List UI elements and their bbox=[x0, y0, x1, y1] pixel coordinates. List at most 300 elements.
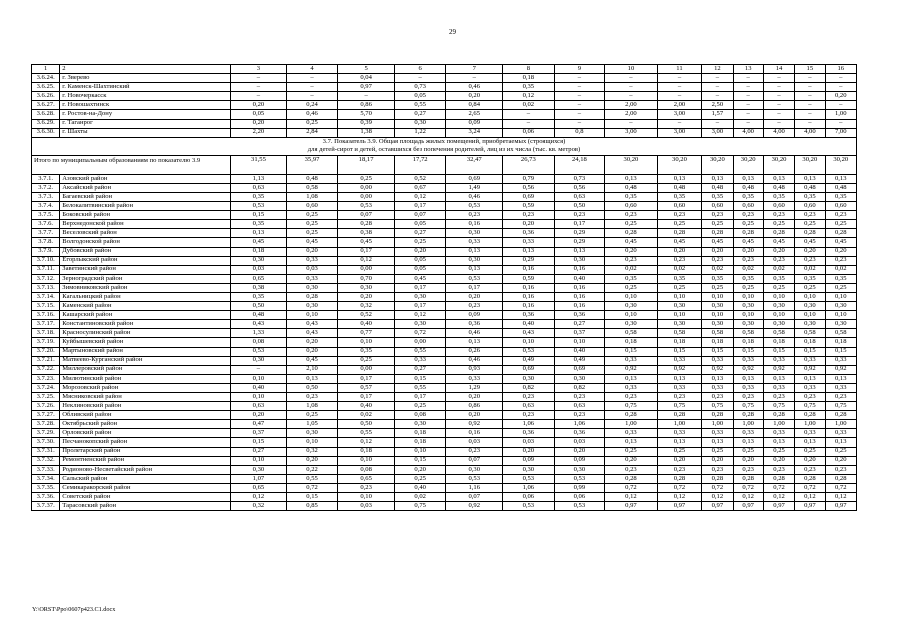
value-cell: 3,00 bbox=[657, 110, 701, 119]
value-cell: 0,45 bbox=[702, 238, 733, 247]
value-cell: 0,17 bbox=[394, 302, 446, 311]
value-cell: 0,05 bbox=[394, 220, 446, 229]
row-code: 3.7.29. bbox=[32, 429, 60, 438]
value-cell: 0,45 bbox=[338, 238, 395, 247]
value-cell: 0,69 bbox=[554, 365, 605, 374]
value-cell: – bbox=[554, 83, 605, 92]
value-cell: 0,25 bbox=[605, 447, 658, 456]
row-label: Заветинский район bbox=[60, 265, 231, 274]
value-cell: 0,69 bbox=[503, 192, 555, 201]
total-row bbox=[32, 155, 857, 174]
value-cell: 0,60 bbox=[763, 202, 794, 211]
value-cell: – bbox=[554, 119, 605, 128]
value-cell: 0,13 bbox=[795, 438, 825, 447]
value-cell: 0,75 bbox=[702, 402, 733, 411]
total-value: 31,55 bbox=[231, 155, 287, 174]
value-cell: 0,20 bbox=[231, 119, 287, 128]
value-cell: 0,73 bbox=[394, 83, 446, 92]
value-cell: 0,25 bbox=[657, 447, 701, 456]
page-number: 29 bbox=[449, 28, 456, 36]
value-cell: 0,35 bbox=[605, 192, 658, 201]
value-cell: 0,20 bbox=[733, 456, 763, 465]
value-cell: 1,49 bbox=[446, 183, 503, 192]
value-cell: 0,17 bbox=[446, 283, 503, 292]
total-value: 32,47 bbox=[446, 155, 503, 174]
value-cell: 0,38 bbox=[231, 283, 287, 292]
table-row bbox=[32, 128, 857, 137]
table-row bbox=[32, 74, 857, 83]
value-cell: 0,15 bbox=[795, 347, 825, 356]
table-row bbox=[32, 420, 857, 429]
value-cell: 0,79 bbox=[503, 174, 555, 183]
value-cell: 0,53 bbox=[446, 474, 503, 483]
value-cell: 0,33 bbox=[605, 383, 658, 392]
value-cell: – bbox=[286, 92, 338, 101]
value-cell: – bbox=[286, 83, 338, 92]
value-cell: 0,28 bbox=[702, 411, 733, 420]
value-cell: 0,48 bbox=[286, 174, 338, 183]
value-cell: 0,33 bbox=[795, 429, 825, 438]
value-cell: 0,12 bbox=[795, 493, 825, 502]
value-cell: 0,00 bbox=[394, 338, 446, 347]
value-cell: 0,28 bbox=[338, 220, 395, 229]
value-cell: 0,45 bbox=[286, 356, 338, 365]
value-cell: 0,97 bbox=[733, 502, 763, 511]
value-cell: 0,86 bbox=[338, 101, 395, 110]
value-cell: 2,00 bbox=[605, 101, 658, 110]
value-cell: 0,35 bbox=[795, 192, 825, 201]
table-row bbox=[32, 402, 857, 411]
value-cell: 0,36 bbox=[554, 429, 605, 438]
value-cell: 0,28 bbox=[825, 411, 856, 420]
value-cell: 0,75 bbox=[733, 402, 763, 411]
value-cell: 0,16 bbox=[554, 283, 605, 292]
value-cell: 0,30 bbox=[338, 283, 395, 292]
value-cell: 0,53 bbox=[503, 502, 555, 511]
value-cell: 0,02 bbox=[394, 493, 446, 502]
row-label: Морозовский район bbox=[60, 383, 231, 392]
row-label: г. Зверево bbox=[60, 74, 231, 83]
value-cell: 0,12 bbox=[825, 493, 856, 502]
row-code: 3.7.26. bbox=[32, 402, 60, 411]
value-cell: 0,20 bbox=[763, 456, 794, 465]
value-cell: 0,03 bbox=[554, 438, 605, 447]
value-cell: 0,33 bbox=[795, 356, 825, 365]
value-cell: 0,63 bbox=[503, 402, 555, 411]
table-row bbox=[32, 83, 857, 92]
value-cell: 1,05 bbox=[286, 420, 338, 429]
value-cell: 0,12 bbox=[657, 493, 701, 502]
value-cell: 0,30 bbox=[446, 229, 503, 238]
value-cell: 0,13 bbox=[286, 374, 338, 383]
value-cell: 0,33 bbox=[657, 383, 701, 392]
value-cell: 0,75 bbox=[657, 402, 701, 411]
row-code: 3.7.32. bbox=[32, 456, 60, 465]
value-cell: 2,84 bbox=[286, 128, 338, 137]
value-cell: 0,17 bbox=[338, 374, 395, 383]
value-cell: 0,53 bbox=[231, 347, 287, 356]
value-cell: 0,10 bbox=[503, 338, 555, 347]
row-label: Матвеево-Курганский район bbox=[60, 356, 231, 365]
row-label: Волгодонской район bbox=[60, 238, 231, 247]
value-cell: 0,23 bbox=[825, 465, 856, 474]
total-value: 30,20 bbox=[702, 155, 733, 174]
value-cell: 0,32 bbox=[338, 302, 395, 311]
value-cell: 0,23 bbox=[702, 256, 733, 265]
row-label: г. Новочеркасск bbox=[60, 92, 231, 101]
value-cell: 0,58 bbox=[763, 329, 794, 338]
value-cell: – bbox=[702, 83, 733, 92]
total-value: 30,20 bbox=[605, 155, 658, 174]
table-row bbox=[32, 192, 857, 201]
value-cell: 0,43 bbox=[231, 320, 287, 329]
value-cell: 4,00 bbox=[763, 128, 794, 137]
value-cell: 0,93 bbox=[446, 365, 503, 374]
table-row bbox=[32, 174, 857, 183]
value-cell: 0,28 bbox=[657, 474, 701, 483]
value-cell: – bbox=[231, 83, 287, 92]
value-cell: 1,08 bbox=[286, 192, 338, 201]
value-cell: 0,33 bbox=[733, 383, 763, 392]
row-label: Сальский район bbox=[60, 474, 231, 483]
value-cell: 0,25 bbox=[605, 220, 658, 229]
value-cell: 0,92 bbox=[795, 365, 825, 374]
value-cell: 0,23 bbox=[657, 465, 701, 474]
value-cell: 0,45 bbox=[657, 238, 701, 247]
value-cell: 0,25 bbox=[286, 229, 338, 238]
value-cell: 0,72 bbox=[702, 483, 733, 492]
value-cell: 3,00 bbox=[657, 128, 701, 137]
value-cell: 0,35 bbox=[231, 220, 287, 229]
value-cell: 0,07 bbox=[446, 456, 503, 465]
value-cell: 0,49 bbox=[503, 356, 555, 365]
value-cell: 0,12 bbox=[763, 493, 794, 502]
value-cell: 0,23 bbox=[503, 393, 555, 402]
value-cell: 0,16 bbox=[554, 302, 605, 311]
table-row bbox=[32, 338, 857, 347]
value-cell: 0,27 bbox=[394, 365, 446, 374]
value-cell: 0,10 bbox=[286, 438, 338, 447]
row-label: Обливский район bbox=[60, 411, 231, 420]
value-cell: 0,35 bbox=[763, 274, 794, 283]
value-cell: 0,72 bbox=[763, 483, 794, 492]
value-cell: 0,45 bbox=[763, 238, 794, 247]
value-cell: 0,37 bbox=[554, 329, 605, 338]
value-cell: 0,25 bbox=[286, 119, 338, 128]
value-cell: 0,30 bbox=[503, 374, 555, 383]
value-cell: – bbox=[605, 92, 658, 101]
value-cell: 0,53 bbox=[554, 474, 605, 483]
value-cell: 0,40 bbox=[503, 320, 555, 329]
row-code: 3.7.8. bbox=[32, 238, 60, 247]
value-cell: 3 bbox=[231, 65, 287, 74]
value-cell: 0,23 bbox=[338, 483, 395, 492]
row-label: Тарасовский район bbox=[60, 502, 231, 511]
row-label: Багаевский район bbox=[60, 192, 231, 201]
value-cell: 1,07 bbox=[231, 474, 287, 483]
value-cell: 0,30 bbox=[446, 256, 503, 265]
value-cell: 0,30 bbox=[394, 420, 446, 429]
value-cell: 0,10 bbox=[702, 292, 733, 301]
value-cell: – bbox=[763, 101, 794, 110]
value-cell: 0,25 bbox=[825, 283, 856, 292]
value-cell: 0,35 bbox=[763, 192, 794, 201]
value-cell: 0,13 bbox=[825, 374, 856, 383]
value-cell: 2,00 bbox=[657, 101, 701, 110]
value-cell: 14 bbox=[763, 65, 794, 74]
value-cell: 0,00 bbox=[338, 183, 395, 192]
row-label: г. Ростов-на-Дону bbox=[60, 110, 231, 119]
table-row bbox=[32, 311, 857, 320]
value-cell: 0,23 bbox=[733, 393, 763, 402]
value-cell: – bbox=[657, 92, 701, 101]
value-cell: 0,12 bbox=[503, 92, 555, 101]
value-cell: 0,57 bbox=[338, 383, 395, 392]
value-cell: 0,28 bbox=[733, 411, 763, 420]
row-code: 3.7.6. bbox=[32, 220, 60, 229]
value-cell: – bbox=[605, 119, 658, 128]
value-cell: 0,92 bbox=[702, 365, 733, 374]
value-cell: 0,35 bbox=[702, 192, 733, 201]
value-cell: 0,35 bbox=[702, 274, 733, 283]
value-cell: 0,30 bbox=[394, 119, 446, 128]
value-cell: 0,47 bbox=[231, 420, 287, 429]
value-cell: 0,13 bbox=[763, 174, 794, 183]
value-cell: 0,30 bbox=[825, 302, 856, 311]
value-cell: 0,12 bbox=[394, 311, 446, 320]
value-cell: 0,48 bbox=[605, 183, 658, 192]
value-cell: 1,29 bbox=[446, 383, 503, 392]
value-cell: 0,04 bbox=[338, 74, 395, 83]
row-label: Неклиновский район bbox=[60, 402, 231, 411]
value-cell: 0,15 bbox=[286, 493, 338, 502]
value-cell: 3,24 bbox=[446, 128, 503, 137]
table-row bbox=[32, 383, 857, 392]
value-cell: 0,10 bbox=[825, 292, 856, 301]
value-cell: 0,25 bbox=[795, 283, 825, 292]
value-cell: 0,20 bbox=[795, 247, 825, 256]
value-cell: 0,13 bbox=[657, 174, 701, 183]
value-cell: 0,65 bbox=[231, 483, 287, 492]
table-row bbox=[32, 211, 857, 220]
value-cell: 0,40 bbox=[554, 274, 605, 283]
value-cell: 0,63 bbox=[554, 402, 605, 411]
value-cell: 0,43 bbox=[503, 329, 555, 338]
value-cell: 1,00 bbox=[763, 420, 794, 429]
value-cell: 0,28 bbox=[763, 474, 794, 483]
value-cell: 1,33 bbox=[231, 329, 287, 338]
value-cell: 0,25 bbox=[795, 447, 825, 456]
value-cell: 0,33 bbox=[825, 429, 856, 438]
value-cell: 0,97 bbox=[605, 502, 658, 511]
value-cell: 0,8 bbox=[554, 128, 605, 137]
value-cell: 1,13 bbox=[231, 174, 287, 183]
value-cell: – bbox=[554, 101, 605, 110]
value-cell: 0,28 bbox=[605, 411, 658, 420]
value-cell: 0,13 bbox=[554, 247, 605, 256]
value-cell: – bbox=[733, 92, 763, 101]
value-cell: 0,53 bbox=[446, 202, 503, 211]
value-cell: 0,07 bbox=[446, 493, 503, 502]
value-cell: 0,35 bbox=[605, 274, 658, 283]
value-cell: 7,00 bbox=[825, 128, 856, 137]
table-row bbox=[32, 183, 857, 192]
value-cell: 0,63 bbox=[231, 402, 287, 411]
row-code: 3.7.4. bbox=[32, 202, 60, 211]
row-code: 3.7.23. bbox=[32, 374, 60, 383]
row-label: Азовский район bbox=[60, 174, 231, 183]
value-cell: 0,16 bbox=[503, 265, 555, 274]
value-cell: 1,08 bbox=[286, 402, 338, 411]
value-cell: 0,97 bbox=[702, 502, 733, 511]
table-row bbox=[32, 456, 857, 465]
value-cell: 0,18 bbox=[763, 338, 794, 347]
row-code: 3.6.26. bbox=[32, 92, 60, 101]
table-row bbox=[32, 238, 857, 247]
value-cell: 0,10 bbox=[657, 292, 701, 301]
value-cell: 0,23 bbox=[795, 256, 825, 265]
table-row bbox=[32, 329, 857, 338]
value-cell: 0,08 bbox=[338, 465, 395, 474]
value-cell: 0,37 bbox=[231, 429, 287, 438]
table-row bbox=[32, 92, 857, 101]
row-code: 3.7.18. bbox=[32, 329, 60, 338]
row-label: 2 bbox=[60, 65, 231, 74]
row-code: 3.7.30. bbox=[32, 438, 60, 447]
value-cell: 0,20 bbox=[605, 456, 658, 465]
value-cell: 0,29 bbox=[554, 238, 605, 247]
row-code: 3.7.3. bbox=[32, 192, 60, 201]
value-cell: 0,60 bbox=[657, 202, 701, 211]
value-cell: 0,00 bbox=[338, 265, 395, 274]
value-cell: 0,20 bbox=[394, 465, 446, 474]
section-heading-line-2: для детей-сирот и детей, оставшихся без попечения родителей, лиц из их числа (тыс. кв. метров) bbox=[307, 146, 581, 154]
value-cell: 0,17 bbox=[554, 220, 605, 229]
value-cell: 0,13 bbox=[446, 338, 503, 347]
value-cell: 1,00 bbox=[702, 420, 733, 429]
row-label: Красносулинский район bbox=[60, 329, 231, 338]
value-cell: 0,13 bbox=[605, 438, 658, 447]
value-cell: 0,30 bbox=[554, 465, 605, 474]
value-cell: 0,69 bbox=[503, 365, 555, 374]
value-cell: 0,20 bbox=[394, 247, 446, 256]
value-cell: 0,02 bbox=[795, 265, 825, 274]
value-cell: 0,27 bbox=[554, 320, 605, 329]
value-cell: 0,48 bbox=[702, 183, 733, 192]
value-cell: 0,56 bbox=[554, 183, 605, 192]
value-cell: 0,23 bbox=[825, 256, 856, 265]
section-heading bbox=[32, 137, 857, 155]
value-cell: – bbox=[554, 92, 605, 101]
value-cell: 0,23 bbox=[503, 211, 555, 220]
value-cell: 0,12 bbox=[338, 256, 395, 265]
row-label: г. Таганрог bbox=[60, 119, 231, 128]
value-cell: 0,30 bbox=[286, 283, 338, 292]
row-code: 3.7.36. bbox=[32, 493, 60, 502]
value-cell: – bbox=[733, 110, 763, 119]
value-cell: 0,28 bbox=[657, 411, 701, 420]
value-cell: 0,50 bbox=[286, 383, 338, 392]
row-code: 3.7.10. bbox=[32, 256, 60, 265]
value-cell: 0,17 bbox=[394, 202, 446, 211]
value-cell: 0,59 bbox=[503, 202, 555, 211]
value-cell: – bbox=[795, 119, 825, 128]
row-code: 3.7.5. bbox=[32, 211, 60, 220]
value-cell: 0,02 bbox=[503, 101, 555, 110]
value-cell: 0,20 bbox=[825, 456, 856, 465]
value-cell: 0,10 bbox=[231, 393, 287, 402]
value-cell: 0,10 bbox=[657, 311, 701, 320]
value-cell: 0,35 bbox=[825, 274, 856, 283]
value-cell: – bbox=[702, 119, 733, 128]
total-value: 30,20 bbox=[657, 155, 701, 174]
value-cell: 15 bbox=[795, 65, 825, 74]
table-row bbox=[32, 256, 857, 265]
value-cell: 0,05 bbox=[394, 92, 446, 101]
value-cell: 0,33 bbox=[605, 429, 658, 438]
value-cell: 0,20 bbox=[825, 92, 856, 101]
row-code: 3.6.25. bbox=[32, 83, 60, 92]
row-code: 3.7.37. bbox=[32, 502, 60, 511]
value-cell: 0,75 bbox=[763, 402, 794, 411]
value-cell: 13 bbox=[733, 65, 763, 74]
row-code: 3.7.12. bbox=[32, 274, 60, 283]
value-cell: 0,20 bbox=[286, 347, 338, 356]
value-cell: – bbox=[763, 74, 794, 83]
table-row bbox=[32, 274, 857, 283]
table-row bbox=[32, 302, 857, 311]
row-code: 3.7.13. bbox=[32, 283, 60, 292]
value-cell: 0,58 bbox=[825, 329, 856, 338]
row-label: Куйбышевский район bbox=[60, 338, 231, 347]
value-cell: 0,50 bbox=[554, 202, 605, 211]
value-cell: 0,63 bbox=[231, 183, 287, 192]
value-cell: 0,25 bbox=[702, 283, 733, 292]
value-cell: 1,06 bbox=[503, 420, 555, 429]
value-cell: 0,46 bbox=[446, 356, 503, 365]
row-code: 3.7.19. bbox=[32, 338, 60, 347]
row-code: 3.7.15. bbox=[32, 302, 60, 311]
table-row bbox=[32, 447, 857, 456]
value-cell: 0,53 bbox=[231, 202, 287, 211]
value-cell: – bbox=[825, 83, 856, 92]
row-label: Советский район bbox=[60, 493, 231, 502]
value-cell: – bbox=[503, 110, 555, 119]
value-cell: 0,17 bbox=[394, 393, 446, 402]
section-heading-line-1: 3.7. Показатель 3.9. Общая площадь жилых помещений, приобретаемых (строящихся) bbox=[322, 138, 566, 146]
value-cell: 0,02 bbox=[338, 411, 395, 420]
value-cell: 0,30 bbox=[446, 465, 503, 474]
value-cell: 0,33 bbox=[702, 429, 733, 438]
value-cell: 0,35 bbox=[231, 192, 287, 201]
value-cell: 0,13 bbox=[446, 247, 503, 256]
value-cell: 0,09 bbox=[503, 456, 555, 465]
row-label: Белокалитвинский район bbox=[60, 202, 231, 211]
value-cell: 0,82 bbox=[503, 383, 555, 392]
value-cell: 0,65 bbox=[231, 274, 287, 283]
value-cell: – bbox=[554, 74, 605, 83]
value-cell: 0,02 bbox=[605, 265, 658, 274]
row-label: Дубовский район bbox=[60, 247, 231, 256]
data-table bbox=[31, 64, 857, 511]
value-cell: 0,60 bbox=[702, 202, 733, 211]
value-cell: 0,02 bbox=[702, 265, 733, 274]
table-row bbox=[32, 265, 857, 274]
value-cell: 0,58 bbox=[605, 329, 658, 338]
value-cell: 0,20 bbox=[446, 292, 503, 301]
value-cell: 0,75 bbox=[795, 402, 825, 411]
value-cell: 0,33 bbox=[825, 356, 856, 365]
